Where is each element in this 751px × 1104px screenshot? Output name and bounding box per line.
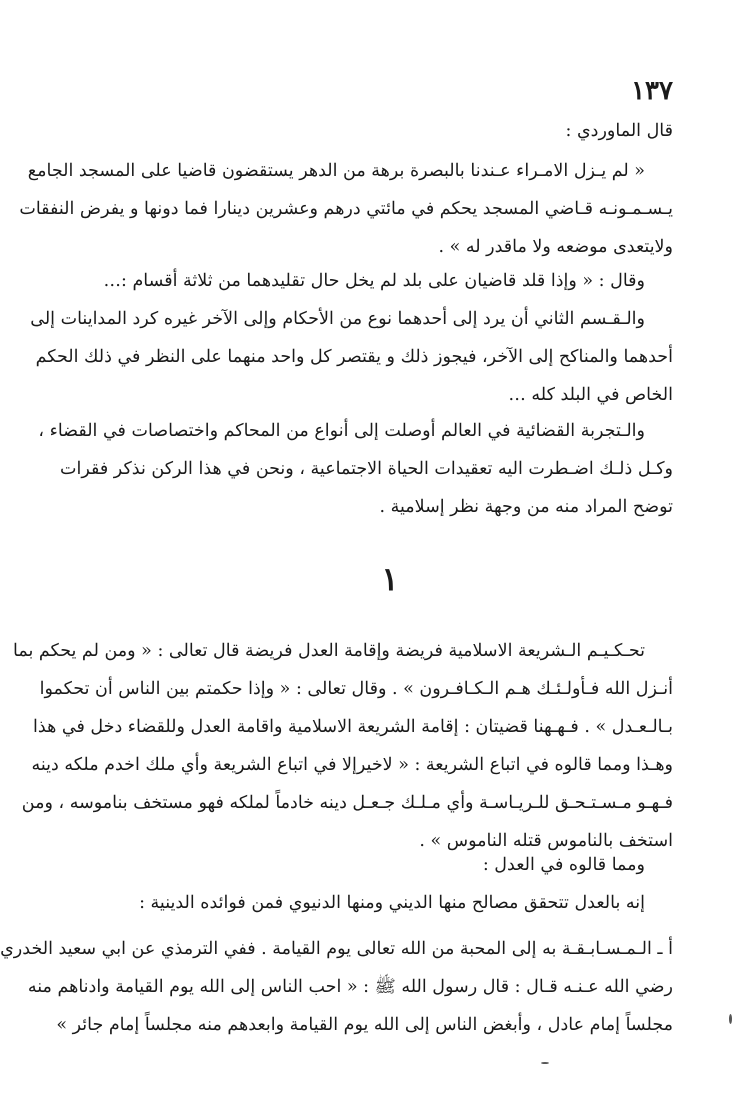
paragraph-line: تحـكـيـم الـشريعة الاسلامية فريضة وإقامة العدل فريضة قال تعالى : « ومن لم يحكم بما: [13, 641, 645, 661]
paragraph-line: وكـل ذلـك اضـطرت اليه تعقيدات الحياة الاجتماعية ، ونحن في هذا الركن نذكر فقرات: [60, 459, 673, 479]
paragraph-line: أنـزل الله فـأولـئـك هـم الـكـافـرون » . وقال تعالى : « وإذا حكمتم بين الناس أن تحكموا: [39, 679, 673, 699]
paragraph-line: استخف بالناموس قتله الناموس » .: [419, 831, 673, 851]
header-label-block: [95, 112, 673, 150]
header-label: قال الماوردي :: [565, 121, 673, 141]
paragraph-2: [95, 262, 673, 300]
paragraph-line: رضي الله عـنـه قـال : قال رسول الله ﷺ : « احب الناس إلى الله يوم القيامة وادناهم منه: [27, 977, 673, 997]
paragraph-line: ولايتعدى موضعه ولا ماقدر له » .: [438, 237, 673, 257]
paragraph-line: والـتجربة القضائية في العالم أوصلت إلى أنواع من المحاكم واختصاصات في القضاء ،: [38, 421, 645, 441]
paragraph-3: [30, 300, 673, 414]
paragraph-heading: إنه بالعدل تتحقق مصالح منها الديني ومنها الدنيوي فمن فوائده الدينية :: [139, 893, 645, 913]
paragraph-8: [0, 930, 673, 1044]
scan-mark: [541, 1062, 549, 1064]
page-number: ١٣٧: [631, 76, 673, 106]
paragraph-line: « لم يـزل الامـراء عـندنا بالبصرة برهة من الدهر يستقضون قاضيا على المسجد الجامع: [27, 161, 645, 181]
scan-mark: [729, 1014, 732, 1024]
paragraph-line: بـالـعـدل » . فـهـهنا قضيتان : إقامة الشريعة الاسلامية واقامة العدل وللقضاء دخل في هذا: [33, 717, 673, 737]
paragraph-4: [38, 412, 673, 526]
paragraph-7: [95, 884, 673, 922]
paragraph-heading: ومما قالوه في العدل :: [482, 855, 645, 875]
paragraph-line: فـهـو مـسـتـحـق للـريـاسـة وأي مـلـك جـعـل دينه خادماً لملكه فهو مستخف بناموسه ، ومن: [21, 793, 673, 813]
paragraph-6: [95, 846, 673, 884]
paragraph-1: [19, 152, 673, 266]
paragraph-line: أحدهما والمناكح إلى الآخر، فيجوز ذلك و يقتصر كل واحد منهما على النظر في ذلك الحكم: [35, 347, 673, 367]
section-number: ١: [381, 560, 399, 598]
paragraph-line: وقال : « وإذا قلد قاضيان على بلد لم يخل حال تقليدهما من ثلاثة أقسام :…: [103, 271, 645, 291]
paragraph-line: يـسـمـونـه قـاضي المسجد يحكم في مائتي درهم وعشرين دينارا فما دونها و يفرض النفقات: [19, 199, 673, 219]
paragraph-line: مجلساً إمام عادل ، وأبغض الناس إلى الله يوم القيامة وابعدهم منه مجلساً إمام جائر »: [56, 1015, 673, 1035]
paragraph-5: [13, 632, 673, 860]
paragraph-line: توضح المراد منه من وجهة نظر إسلامية .: [379, 497, 673, 517]
paragraph-line: وهـذا ومما قالوه في اتباع الشريعة : « لاخيرإلا في اتباع الشريعة وأي ملك اخدم ملكه دينه: [31, 755, 673, 775]
paragraph-line: والـقـسم الثاني أن يرد إلى أحدهما نوع من الأحكام وإلى الآخر غيره كرد المداينات إلى: [30, 309, 645, 329]
paragraph-line: الخاص في البلد كله …: [508, 385, 673, 405]
paragraph-line: أ ـ الـمـسـابـقـة به إلى المحبة من الله تعالى يوم القيامة . ففي الترمذي عن ابي سعيد الخدري: [0, 939, 673, 959]
